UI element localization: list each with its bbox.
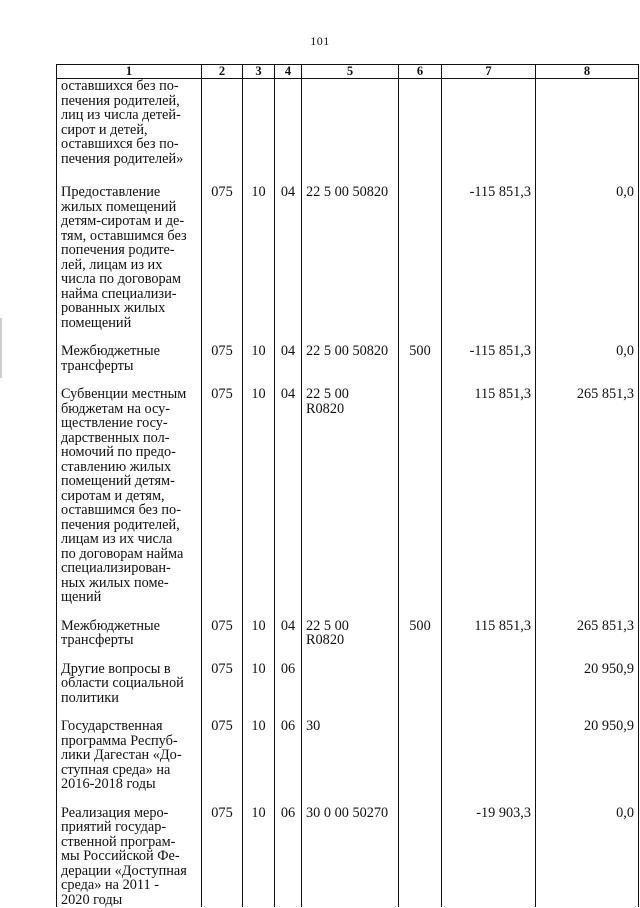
total-amount: 0,0 [536, 185, 639, 344]
table-row [57, 79, 639, 186]
ministry-code: 075 [202, 185, 243, 344]
budget-table [56, 64, 639, 907]
header-cell: 4 [275, 65, 302, 79]
target-article-code: 22 5 00 R0820 [302, 619, 399, 662]
row-name: Реализация меро- приятий государ- ственной програм- мы Российской Фе- дерации «Доступная среда» на 2011 - 2020 годы [57, 806, 202, 908]
header-cell: 1 [57, 65, 202, 79]
total-amount: 0,0 [536, 344, 639, 387]
subsection-code: 04 [275, 619, 302, 662]
expense-type-code: 500 [399, 344, 442, 387]
expense-type-code [399, 387, 442, 619]
change-amount: -19 903,3 [442, 806, 536, 908]
subsection-code: 06 [275, 806, 302, 908]
section-code: 10 [243, 387, 275, 619]
total-amount: 0,0 [536, 806, 639, 908]
ministry-code: 075 [202, 662, 243, 720]
section-code: 10 [243, 662, 275, 720]
target-article-code: 30 [302, 719, 399, 806]
ministry-code: 075 [202, 619, 243, 662]
change-amount: -115 851,3 [442, 344, 536, 387]
table-row [57, 806, 639, 908]
target-article-code [302, 79, 399, 186]
total-amount: 265 851,3 [536, 619, 639, 662]
section-code: 10 [243, 344, 275, 387]
expense-type-code [399, 79, 442, 186]
change-amount: 115 851,3 [442, 619, 536, 662]
table-row [57, 619, 639, 662]
header-row [57, 65, 639, 79]
expense-type-code [399, 806, 442, 908]
change-amount: 115 851,3 [442, 387, 536, 619]
expense-type-code [399, 662, 442, 720]
table-row [57, 387, 639, 619]
expense-type-code [399, 719, 442, 806]
page-number: 101 [310, 34, 330, 48]
section-code: 10 [243, 185, 275, 344]
row-name: Другие вопросы в области социальной политики [57, 662, 202, 720]
ministry-code: 075 [202, 387, 243, 619]
table-row [57, 185, 639, 344]
row-name: Субвенции местным бюджетам на осу- ществление госу- дарственных пол- номочий по предо- ставлению жилых помещений детям- сиротам и детям, оставшимся без по- печения родителей, лицам из их числа по договорам найма специализирован- ных жилых поме- щений [57, 387, 202, 619]
header-cell: 8 [536, 65, 639, 79]
ministry-code: 075 [202, 719, 243, 806]
section-code: 10 [243, 719, 275, 806]
section-code [243, 79, 275, 186]
section-code: 10 [243, 619, 275, 662]
total-amount: 20 950,9 [536, 662, 639, 720]
subsection-code: 06 [275, 662, 302, 720]
header-cell: 7 [442, 65, 536, 79]
change-amount [442, 719, 536, 806]
total-amount: 265 851,3 [536, 387, 639, 619]
ministry-code [202, 79, 243, 186]
section-code: 10 [243, 806, 275, 908]
header-cell: 3 [243, 65, 275, 79]
total-amount: 20 950,9 [536, 719, 639, 806]
subsection-code: 04 [275, 387, 302, 619]
header-cell: 5 [302, 65, 399, 79]
expense-type-code [399, 185, 442, 344]
table-row [57, 662, 639, 720]
target-article-code: 22 5 00 50820 [302, 344, 399, 387]
change-amount: -115 851,3 [442, 185, 536, 344]
target-article-code: 22 5 00 50820 [302, 185, 399, 344]
row-name: Межбюджетные трансферты [57, 344, 202, 387]
ministry-code: 075 [202, 806, 243, 908]
row-name: Государственная программа Респуб- лики Дагестан «До- ступная среда» на 2016-2018 годы [57, 719, 202, 806]
table-row [57, 344, 639, 387]
expense-type-code: 500 [399, 619, 442, 662]
row-name: Межбюджетные трансферты [57, 619, 202, 662]
header-cell: 6 [399, 65, 442, 79]
subsection-code [275, 79, 302, 186]
subsection-code: 04 [275, 185, 302, 344]
target-article-code [302, 662, 399, 720]
change-amount [442, 79, 536, 186]
target-article-code: 30 0 00 50270 [302, 806, 399, 908]
subsection-code: 06 [275, 719, 302, 806]
row-name: Предоставление жилых помещений детям-сиротам и де- тям, оставшимся без попечения родите- лей, лицам из их числа по договорам найма специализи- рованных жилых помещений [57, 185, 202, 344]
row-name: оставшихся без по- печения родителей, лиц из числа детей- сирот и детей, оставшихся без по- печения родителей» [57, 79, 202, 186]
header-cell: 2 [202, 65, 243, 79]
ministry-code: 075 [202, 344, 243, 387]
target-article-code: 22 5 00 R0820 [302, 387, 399, 619]
change-amount [442, 662, 536, 720]
subsection-code: 04 [275, 344, 302, 387]
scan-edge-mark [0, 318, 2, 378]
table-row [57, 719, 639, 806]
table-body [57, 79, 639, 908]
total-amount [536, 79, 639, 186]
